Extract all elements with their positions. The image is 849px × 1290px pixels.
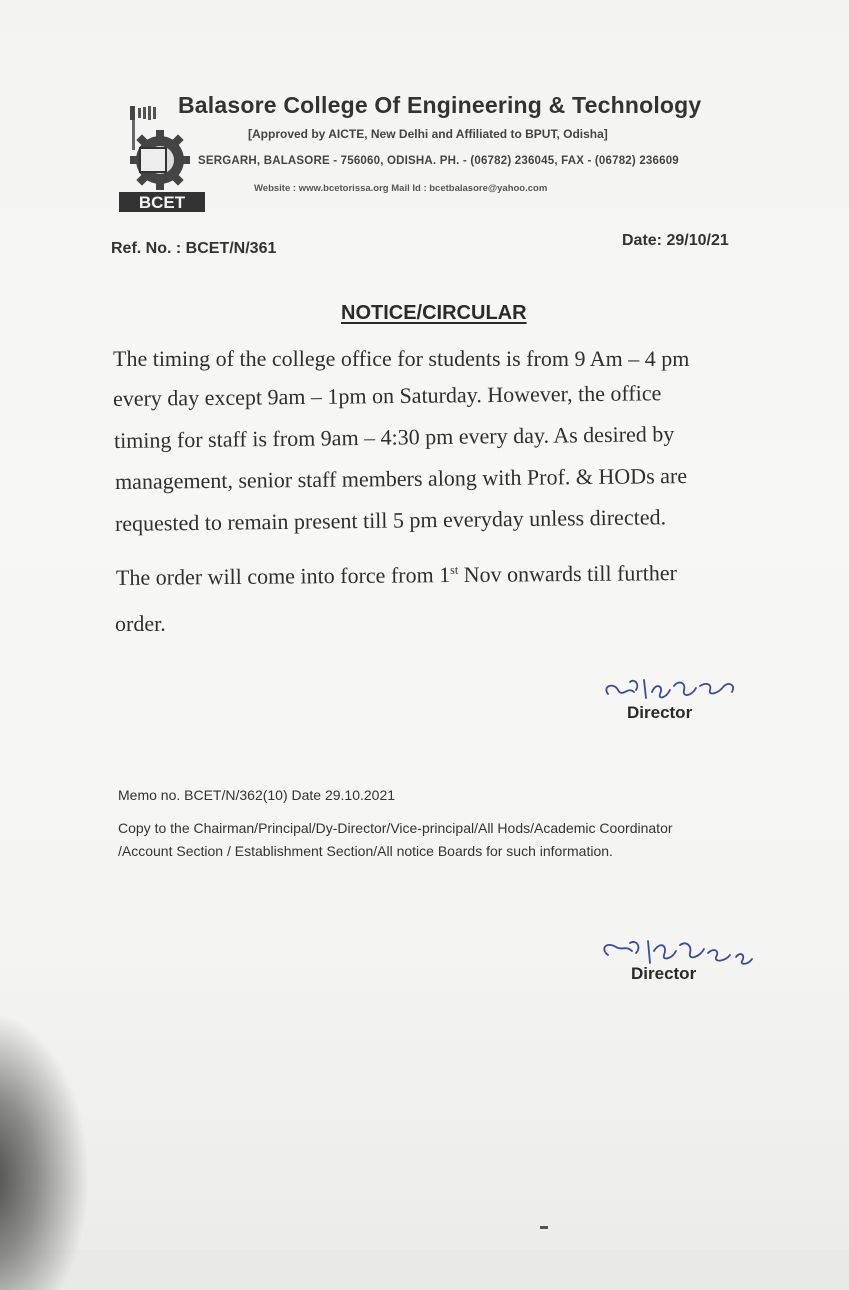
photo-shadow [0,1010,90,1290]
paper-mark [540,1226,548,1229]
director-label: Director [631,964,697,983]
body-line: The order will come into force from 1st Nov onwards till further [115,560,678,590]
copy-to-line: Copy to the Chairman/Principal/Dy-Director/Vice-principal/All Hods/Academic Coordinator [118,820,673,836]
body-line: The timing of the college office for students is from 9 Am – 4 pm [113,346,690,371]
logo-text: BCET [138,193,186,212]
copy-to-line: /Account Section / Establishment Section/All notice Boards for such information. [118,843,613,859]
body-line: every day except 9am – 1pm on Saturday. However, the office [112,380,662,411]
body-line: timing for staff is from 9am – 4:30 pm every day. As desired by [113,421,675,453]
college-name: Balasore College Of Engineering & Technology [178,92,702,118]
approval-line: [Approved by AICTE, New Delhi and Affiliated to BPUT, Odisha] [248,127,608,141]
notice-heading: NOTICE/CIRCULAR [341,302,527,324]
address-line: SERGARH, BALASORE - 756060, ODISHA. PH. - (06782) 236045, FAX - (06782) 236609 [198,155,679,167]
reference-number: Ref. No. : BCET/N/361 [111,240,277,257]
website-line: Website : www.bcetorissa.org Mail Id : bcetbalasore@yahoo.com [254,183,548,194]
director-label: Director [627,703,693,722]
body-line: requested to remain present till 5 pm everyday unless directed. [114,504,667,536]
notice-date: Date: 29/10/21 [622,232,729,249]
body-line: order. [115,611,166,636]
body-line: management, senior staff members along with Prof. & HODs are [114,463,688,494]
memo-line: Memo no. BCET/N/362(10) Date 29.10.2021 [118,787,396,803]
